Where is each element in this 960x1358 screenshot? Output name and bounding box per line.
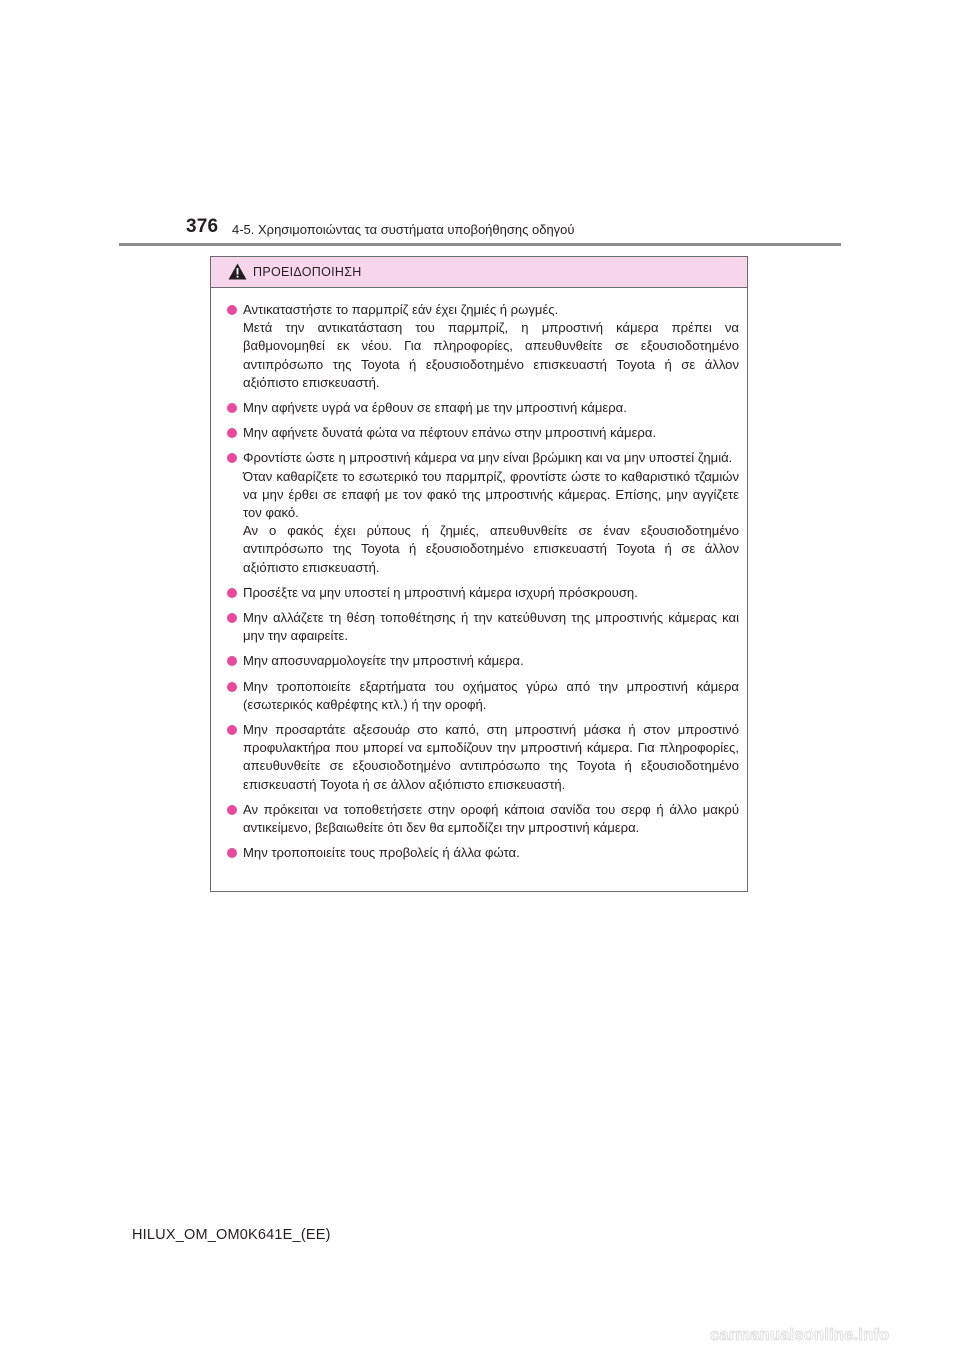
bullet-icon [227,305,237,315]
warning-item-text: Μετά την αντικατάσταση του παρμπρίζ, η μπροστινή κάμερα πρέπει να βαθμονομηθεί εκ νέου. Για πληροφορίες, απευθυνθείτε σε εξουσιοδοτημένο αντιπρόσωπο της Toyota ή εξουσιοδοτημένο επισκευαστή Toyota ή σε άλλον αξιόπιστο επισκευαστή. [243,320,739,390]
bullet-icon [227,588,237,598]
warning-item-text: Μην αποσυναρμολογείτε την μπροστινή κάμερα. [243,653,524,669]
warning-item-text: Αντικαταστήστε το παρμπρίζ εάν έχει ζημιές ή ρωγμές. [243,302,559,317]
section-title: 4-5. Χρησιμοποιώντας τα συστήματα υποβοήθησης οδηγού [232,222,575,237]
bullet-icon [227,725,237,735]
warning-item-text: Μην τροποποιείτε εξαρτήματα του οχήματος γύρω από την μπροστινή κάμερα (εσωτερικός καθρέφτης κτλ.) ή την οροφή. [243,678,739,712]
warning-item [227,801,739,837]
bullet-icon [227,453,237,463]
watermark-text: carmanualsonline.info [710,1326,890,1344]
warning-item-text: Μην τροποποιείτε τους προβολείς ή άλλα φώτα. [243,845,520,861]
warning-item-text: Μην προσαρτάτε αξεσουάρ στο καπό, στη μπροστινή μάσκα ή στον μπροστινό προφυλακτήρα που μπορεί να εμποδίζουν την μπροστινή κάμερα. Για πληροφορίες, απευθυνθείτε σε εξουσιοδοτημένο αντιπρόσωπο της Toyota ή εξουσιοδοτημένο επισκευαστή Toyota ή σε άλλον αξιόπιστο επισκευαστή. [243,722,739,792]
warning-item [227,301,739,392]
bullet-icon [227,403,237,413]
warning-item [227,721,739,794]
warning-body [211,288,747,862]
watermark-logo [710,1317,900,1349]
warning-label: ΠΡΟΕΙΔΟΠΟΙΗΣΗ [253,265,362,279]
warning-item-text: Φροντίστε ώστε η μπροστινή κάμερα να μην είναι βρώμικη και να μην υποστεί ζημιά. [243,450,733,466]
warning-item-text: Μην αφήνετε δυνατά φώτα να πέφτουν επάνω στην μπροστινή κάμερα. [243,425,657,441]
warning-item [227,584,739,602]
warning-item [227,424,739,442]
warning-item-text: Όταν καθαρίζετε το εσωτερικό του παρμπρίζ, φροντίστε ώστε το καθαριστικό τζαμιών να μην έρθει σε επαφή με τον φακό της μπροστινής κάμερας. Επίσης, μην αγγίζετε τον φακό. [243,468,739,521]
bullet-icon [227,613,237,623]
warning-item-text: Αν ο φακός έχει ρύπους ή ζημιές, απευθυνθείτε σε έναν εξουσιοδοτημένο αντιπρόσωπο της Toyota ή εξουσιοδοτημένο επισκευαστή Toyota ή σε άλλον αξιόπιστο επισκευαστή. [243,523,739,575]
header-rule [119,243,841,246]
warning-item-text: Μην αφήνετε υγρά να έρθουν σε επαφή με την μπροστινή κάμερα. [243,400,627,416]
warning-item [227,399,739,417]
warning-item [227,844,739,862]
warning-triangle-icon [228,263,247,280]
warning-box [210,256,748,892]
bullet-icon [227,805,237,815]
warning-item [227,609,739,645]
bullet-icon [227,848,237,858]
warning-item-text: Μην αλλάζετε τη θέση τοποθέτησης ή την κατεύθυνση της μπροστινής κάμερας και μην την αφαιρείτε. [243,610,739,644]
bullet-icon [227,656,237,666]
warning-item-text: Αν πρόκειται να τοποθετήσετε στην οροφή κάποια σανίδα του σερφ ή άλλο μακρύ αντικείμενο, βεβαιωθείτε ότι δεν θα εμποδίζει την μπροστινή κάμερα. [243,801,739,836]
warning-item [227,449,739,576]
warning-header [211,257,747,288]
warning-item-text: Προσέξτε να μην υποστεί η μπροστινή κάμερα ισχυρή πρόσκρουση. [243,584,638,600]
bullet-icon [227,428,237,438]
warning-item [227,652,739,670]
warning-item [227,678,739,714]
page-number: 376 [186,216,219,237]
document-id: HILUX_OM_OM0K641E_(EE) [132,1227,331,1243]
bullet-icon [227,682,237,692]
